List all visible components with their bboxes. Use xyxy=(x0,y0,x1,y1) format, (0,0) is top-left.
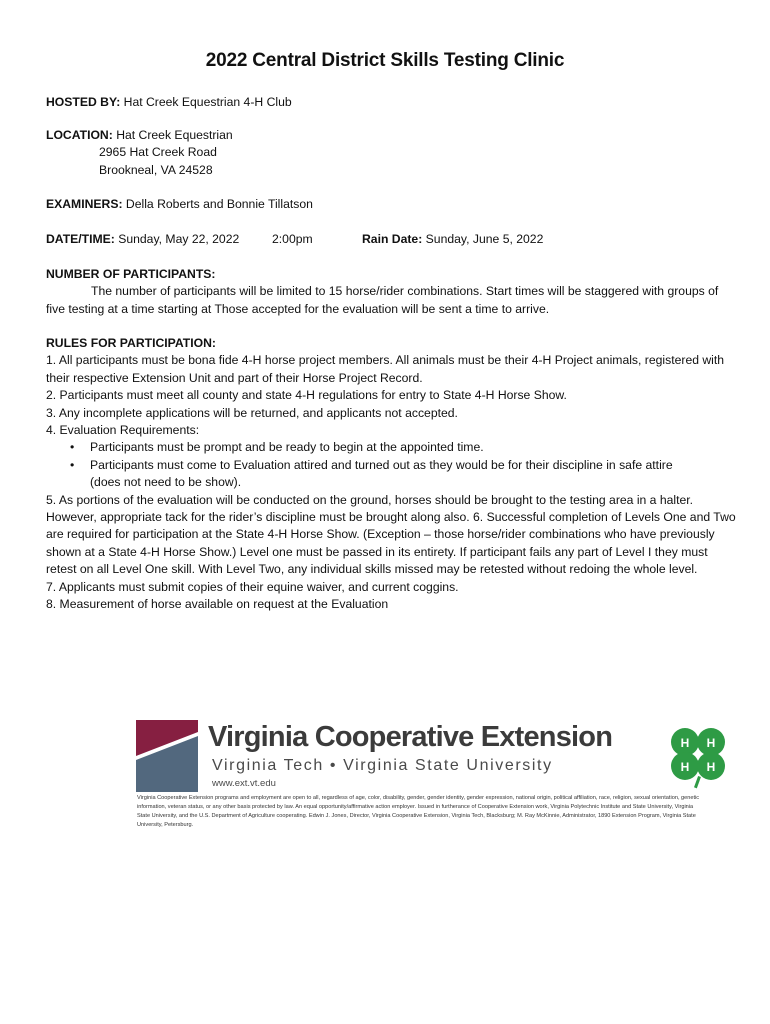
rules-heading: RULES FOR PARTICIPATION: xyxy=(46,336,216,350)
rule-2: 2. Participants must meet all county and state 4-H regulations for entry to State 4-H Horse Show. xyxy=(46,388,567,403)
participants-text: The number of participants will be limited to 15 horse/rider combinations. Start times will be staggered with groups of five testing at a time starting at Those accepted for the evaluation will be sent a time to arrive. xyxy=(46,284,719,316)
datetime-date: Sunday, May 22, 2022 xyxy=(118,232,240,246)
4h-clover-icon xyxy=(668,724,728,790)
bullet-text: Participants must be prompt and be ready to begin at the appointed time. xyxy=(90,440,484,455)
location-line-1 xyxy=(46,127,736,144)
rule-5-6: 5. As portions of the evaluation will be conducted on the ground, horses should be brought to the testing area in a halter. However, appropriate tack for the rider’s discipline must be brought along also. 6. Successful completion of Levels One and Two are required for participation at the State 4-H Horse Show. (Exception – those horse/rider combinations who have previously shown at a State 4-H Horse Show.) Level one must be passed in its entirety. If participant fails any part of Level I they must retest on all Level One skill. With Level Two, any individual skills missed may be retested without redoing the whole level. xyxy=(46,492,736,577)
datetime-line xyxy=(46,231,736,249)
datetime-time: 2:00pm xyxy=(272,232,313,246)
rule-3: 3. Any incomplete applications will be returned, and applicants not accepted. xyxy=(46,405,458,420)
rule-4-bullet-2-cont: (does not need to be show). xyxy=(90,475,242,490)
rule-4: 4. Evaluation Requirements: xyxy=(46,423,200,438)
vce-org-name: Virginia Cooperative Extension xyxy=(208,721,613,753)
svg-text:H: H xyxy=(680,736,690,750)
location-label: LOCATION: xyxy=(46,128,113,142)
rule-8: 8. Measurement of horse available on request at the Evaluation xyxy=(46,597,389,612)
page-title: 2022 Central District Skills Testing Clinic xyxy=(205,50,565,71)
vce-wedge-logo-icon xyxy=(136,720,198,792)
location-section xyxy=(46,127,736,179)
svg-text:H: H xyxy=(706,760,716,774)
rule-4-bullet-1 xyxy=(46,439,736,456)
hosted-by-line xyxy=(46,94,736,111)
participants-section xyxy=(46,266,736,318)
rain-date-group xyxy=(362,231,543,248)
rain-date-value: Sunday, June 5, 2022 xyxy=(425,232,544,246)
location-city: Brookneal, VA 24528 xyxy=(99,162,213,177)
examiners-line xyxy=(46,196,736,213)
vce-url: www.ext.vt.edu xyxy=(212,778,276,789)
location-name: Hat Creek Equestrian xyxy=(116,128,233,142)
participants-heading: NUMBER OF PARTICIPANTS: xyxy=(46,267,216,281)
hosted-by-label: HOSTED BY: xyxy=(46,95,121,109)
rules-section xyxy=(46,335,736,614)
examiners-label: EXAMINERS: xyxy=(46,197,123,211)
footer-disclaimer: Virginia Cooperative Extension programs and employment are open to all, regardless of age, color, disability, gender, gender identity, gender expression, national origin, political affiliation, race, religion, sexual orientation, genetic information, veteran status, or any other basis protected by law. An equal opportunity/affirmative action employer. Issued in furtherance of Cooperative Extension work, Virginia Polytechnic Institute and State University, Virginia State University, and the U.S. Department of Agriculture cooperating. Edwin J. Jones, Director, Virginia Cooperative Extension, Virginia Tech, Blacksburg; M. Ray McKinnie, Administrator, 1890 Extension Program, Virginia State University, Petersburg. xyxy=(137,795,700,828)
hosted-by-value: Hat Creek Equestrian 4-H Club xyxy=(123,95,292,109)
vce-universities: Virginia Tech • Virginia State University xyxy=(212,757,553,774)
svg-text:H: H xyxy=(706,736,716,750)
svg-text:H: H xyxy=(680,760,690,774)
rule-4-bullet-2 xyxy=(46,457,736,474)
rule-7: 7. Applicants must submit copies of their equine waiver, and current coggins. xyxy=(46,579,459,594)
rule-1: 1. All participants must be bona fide 4-H horse project members. All animals must be their 4-H Project animals, registered with their respective Extension Unit and part of their Horse Project Record. xyxy=(46,353,725,385)
bullet-text: Participants must come to Evaluation attired and turned out as they would be for their discipline in safe attire xyxy=(90,457,673,472)
bullet-glyph: • xyxy=(70,440,75,455)
rain-date-label: Rain Date: xyxy=(362,232,423,246)
vce-logo xyxy=(136,720,728,792)
bullet-glyph: • xyxy=(70,457,75,472)
location-street: 2965 Hat Creek Road xyxy=(99,145,217,160)
datetime-date-group xyxy=(46,232,239,246)
examiners-value: Della Roberts and Bonnie Tillatson xyxy=(125,197,313,211)
datetime-label: DATE/TIME: xyxy=(46,232,115,246)
